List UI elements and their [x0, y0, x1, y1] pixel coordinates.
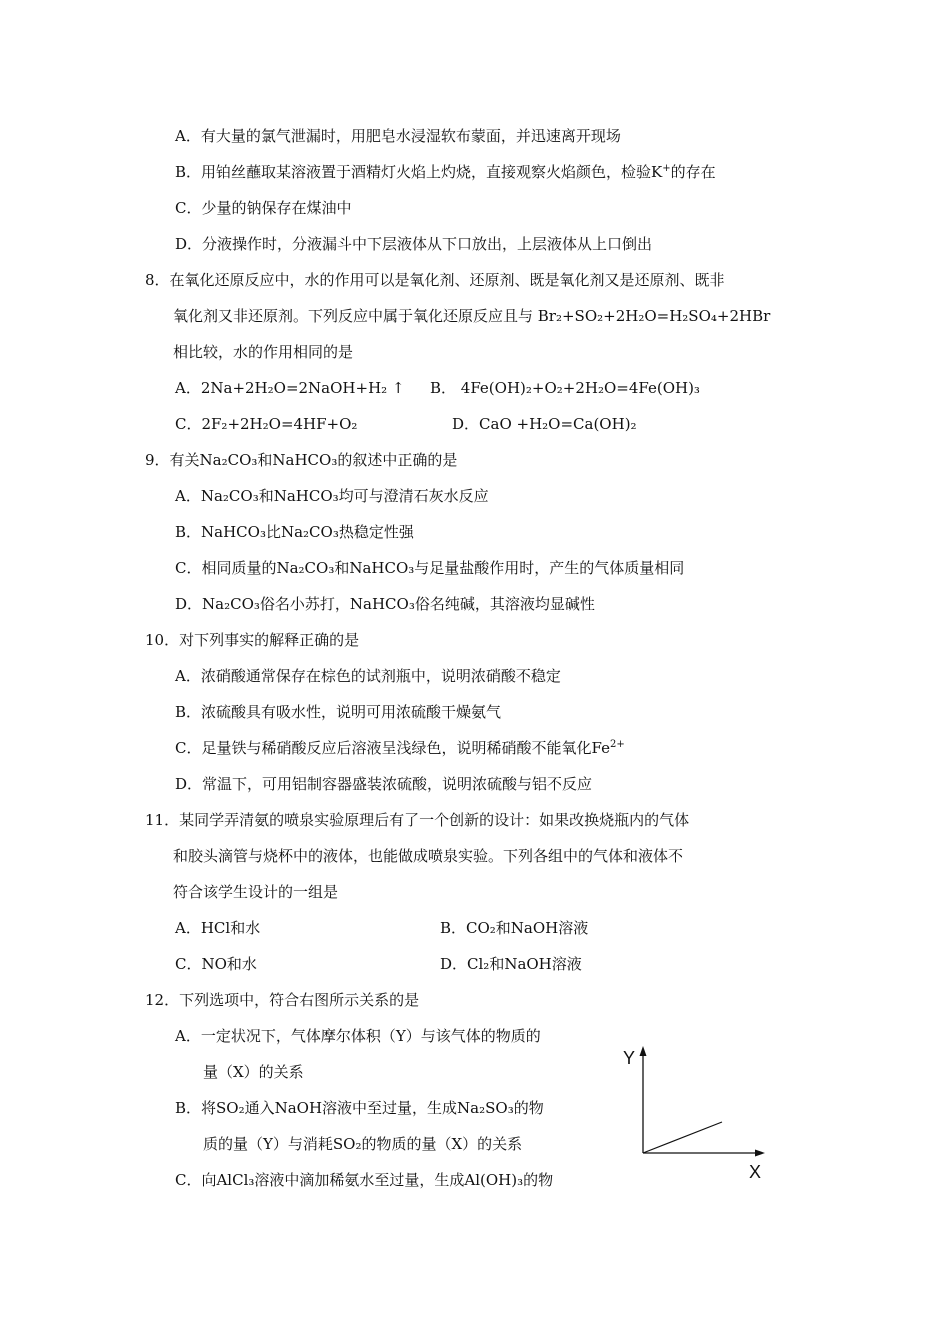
- graph-line: [643, 1122, 722, 1153]
- q10-stem: 10．对下列事实的解释正确的是: [145, 631, 360, 649]
- q7-option-a: A．有大量的氯气泄漏时，用肥皂水浸湿软布蒙面，并迅速离开现场: [175, 127, 621, 145]
- q12-option-b-line1: B．将SO₂通入NaOH溶液中至过量，生成Na₂SO₃的物: [175, 1099, 544, 1117]
- q12-stem: 12．下列选项中，符合右图所示关系的是: [145, 991, 420, 1009]
- q7-option-b-tail: 的存在: [670, 163, 716, 181]
- q9-option-b: B．NaHCO₃比Na₂CO₃热稳定性强: [175, 523, 414, 541]
- q8-stem-line3: 相比较，水的作用相同的是: [173, 343, 354, 361]
- q8-option-a: A．2Na+2H₂O=2NaOH+H₂ ↑: [175, 379, 405, 397]
- q7-option-d: D．分液操作时，分液漏斗中下层液体从下口放出，上层液体从上口倒出: [175, 235, 653, 253]
- xy-graph: [612, 1040, 772, 1185]
- q7-option-c: C．少量的钠保存在煤油中: [175, 199, 352, 217]
- q10-option-c-charge: 2+: [609, 739, 625, 750]
- q12-option-a-line1: A．一定状况下，气体摩尔体积（Y）与该气体的物质的: [175, 1027, 541, 1045]
- y-axis-arrow-icon: [640, 1046, 647, 1056]
- q9-stem: 9．有关Na₂CO₃和NaHCO₃的叙述中正确的是: [145, 451, 458, 469]
- x-axis-arrow-icon: [755, 1150, 765, 1157]
- q8-option-c: C．2F₂+2H₂O=4HF+O₂: [175, 415, 358, 433]
- q9-option-d: D．Na₂CO₃俗名小苏打，NaHCO₃俗名纯碱，其溶液均显碱性: [175, 595, 595, 613]
- q10-option-b: B．浓硫酸具有吸水性，说明可用浓硫酸干燥氨气: [175, 703, 502, 721]
- q8-option-d: D．CaO +H₂O=Ca(OH)₂: [452, 415, 637, 433]
- q11-option-b: B．CO₂和NaOH溶液: [440, 919, 589, 937]
- q7-option-b-text: B．用铂丝蘸取某溶液置于酒精灯火焰上灼烧，直接观察火焰颜色，检验K: [175, 163, 663, 181]
- q8-stem-line2: 氧化剂又非还原剂。下列反应中属于氧化还原反应且与 Br₂+SO₂+2H₂O=H₂SO₄+2HBr: [173, 307, 771, 325]
- q12-option-a-line2: 量（X）的关系: [203, 1063, 304, 1081]
- q11-option-a: A．HCl和水: [175, 919, 261, 937]
- q11-stem-line2: 和胶头滴管与烧杯中的液体，也能做成喷泉实验。下列各组中的气体和液体不: [173, 847, 684, 865]
- q7-option-b: [175, 162, 716, 182]
- q12-option-c-line1: C．向AlCl₃溶液中滴加稀氨水至过量，生成Al(OH)₃的物: [175, 1171, 554, 1189]
- q9-option-a: A．Na₂CO₃和NaHCO₃均可与澄清石灰水反应: [175, 487, 489, 505]
- q8-stem-line1: 8．在氧化还原反应中，水的作用可以是氧化剂、还原剂、既是氧化剂又是还原剂、既非: [145, 271, 725, 289]
- q11-stem-line3: 符合该学生设计的一组是: [173, 883, 339, 901]
- q10-option-c: [175, 738, 625, 758]
- q9-option-c: C．相同质量的Na₂CO₃和NaHCO₃与足量盐酸作用时，产生的气体质量相同: [175, 559, 685, 577]
- q8-option-b: B． 4Fe(OH)₂+O₂+2H₂O=4Fe(OH)₃: [430, 379, 700, 397]
- x-axis-label: X: [749, 1162, 762, 1182]
- q10-option-d: D．常温下，可用铝制容器盛装浓硫酸，说明浓硫酸与铝不反应: [175, 775, 593, 793]
- q7-option-b-charge: +: [662, 163, 671, 174]
- q11-option-d: D．Cl₂和NaOH溶液: [440, 955, 582, 973]
- q12-option-b-line2: 质的量（Y）与消耗SO₂的物质的量（X）的关系: [203, 1135, 523, 1153]
- y-axis-label: Y: [623, 1048, 636, 1068]
- q11-option-c: C．NO和水: [175, 955, 257, 973]
- q10-option-c-text: C．足量铁与稀硝酸反应后溶液呈浅绿色，说明稀硝酸不能氧化Fe: [175, 739, 610, 757]
- q11-stem-line1: 11．某同学弄清氨的喷泉实验原理后有了一个创新的设计：如果改换烧瓶内的气体: [145, 811, 690, 829]
- q10-option-a: A．浓硝酸通常保存在棕色的试剂瓶中，说明浓硝酸不稳定: [175, 667, 561, 685]
